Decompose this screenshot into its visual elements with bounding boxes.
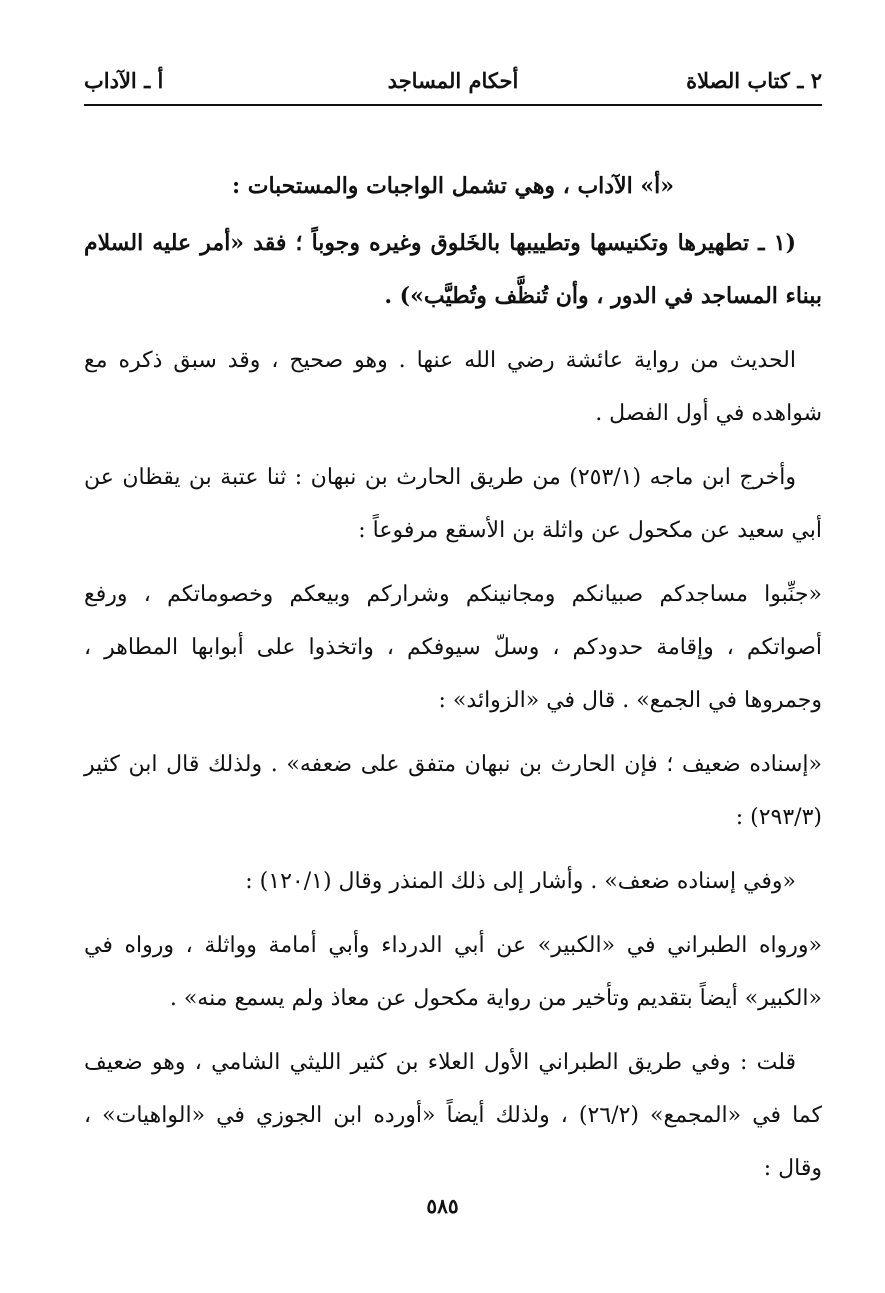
chapter-title: ٢ ـ كتاب الصلاة bbox=[686, 68, 822, 93]
header-divider bbox=[84, 104, 822, 106]
quote-paragraph: «جنِّبوا مساجدكم صبيانكم ومجانينكم وشراركم وبيعكم وخصوماتكم ، ورفع أصواتكم ، وإقامة حدودكم ، وسلّ سيوفكم ، واتخذوا على أبوابها المطاهر ، وجمروها في الجمع» . قال في «الزوائد» : bbox=[84, 582, 822, 713]
rule-paragraph: (١ ـ تطهيرها وتكنيسها وتطييبها بالخَلوق وغيره وجوباً ؛ فقد «أمر عليه السلام ببناء المساجد في الدور ، وأن تُنظَّف وتُطيَّب») . bbox=[84, 230, 822, 309]
paragraph: الحديث من رواية عائشة رضي الله عنها . وهو صحيح ، وقد سبق ذكره مع شواهده في أول الفصل . bbox=[84, 348, 822, 426]
section-title: أحكام المساجد bbox=[387, 68, 519, 93]
section-heading: «أ» الآداب ، وهي تشمل الواجبات والمستحبات : bbox=[231, 173, 675, 199]
paragraph: قلت : وفي طريق الطبراني الأول العلاء بن كثير الليثي الشامي ، وهو ضعيف كما في «المجمع» (٢٦/٢) ، ولذلك أيضاً «أورده ابن الجوزي في «الواهيات» ، وقال : bbox=[84, 1050, 822, 1181]
quote-paragraph: «ورواه الطبراني في «الكبير» عن أبي الدرداء وأبي أمامة وواثلة ، ورواه في «الكبير» أيضاً بتقديم وتأخير من رواية مكحول عن معاذ ولم يسمع منه» . bbox=[84, 933, 822, 1011]
page-number: ٥٨٥ bbox=[426, 1194, 459, 1218]
quote-paragraph: «وفي إسناده ضعف» . وأشار إلى ذلك المنذر وقال (١٢٠/١) : bbox=[245, 869, 796, 894]
subsection-title: أ ـ الآداب bbox=[84, 68, 164, 93]
running-header bbox=[84, 66, 822, 100]
paragraph: وأخرج ابن ماجه (٢٥٣/١) من طريق الحارث بن نبهان : ثنا عتبة بن يقظان عن أبي سعيد عن مكحول عن واثلة بن الأسقع مرفوعاً : bbox=[84, 465, 822, 543]
quote-paragraph: «إسناده ضعيف ؛ فإن الحارث بن نبهان متفق على ضعفه» . ولذلك قال ابن كثير (٢٩٣/٣) : bbox=[84, 752, 822, 830]
body-text bbox=[84, 160, 822, 1206]
